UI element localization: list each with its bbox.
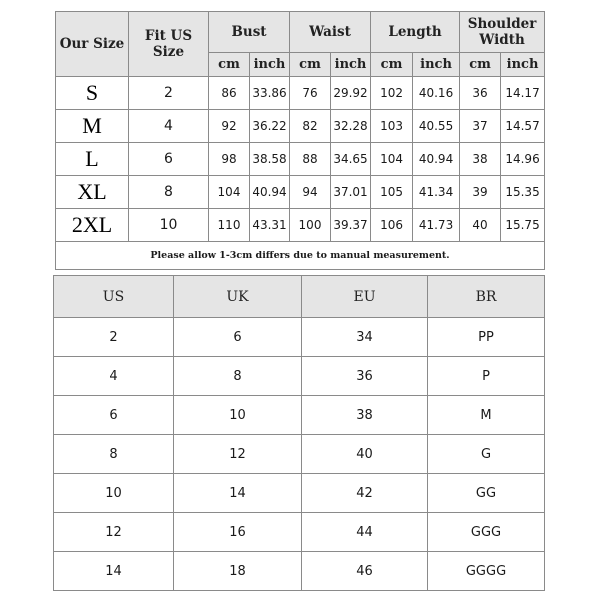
eu-value: 42 — [302, 474, 428, 513]
us-value: 6 — [54, 396, 174, 435]
bust-cm: 98 — [209, 143, 250, 176]
header-length: Length — [371, 12, 460, 53]
bust-cm: 110 — [209, 209, 250, 242]
unit-header: inch — [250, 53, 290, 77]
uk-value: 14 — [174, 474, 302, 513]
length-inch: 41.73 — [413, 209, 460, 242]
length-inch: 40.55 — [413, 110, 460, 143]
fit-us-value: 10 — [129, 209, 209, 242]
bust-inch: 40.94 — [250, 176, 290, 209]
shoulder-cm: 39 — [460, 176, 501, 209]
us-value: 12 — [54, 513, 174, 552]
size-label: L — [56, 143, 129, 176]
us-value: 2 — [54, 318, 174, 357]
shoulder-inch: 14.96 — [501, 143, 545, 176]
br-value: M — [428, 396, 545, 435]
header-us: US — [54, 276, 174, 318]
uk-value: 12 — [174, 435, 302, 474]
header-uk: UK — [174, 276, 302, 318]
br-value: PP — [428, 318, 545, 357]
size-label: M — [56, 110, 129, 143]
unit-header: inch — [331, 53, 371, 77]
conversion-row — [54, 357, 545, 396]
header-shoulder-width: Shoulder Width — [460, 12, 545, 53]
unit-header: inch — [501, 53, 545, 77]
waist-inch: 39.37 — [331, 209, 371, 242]
shoulder-cm: 40 — [460, 209, 501, 242]
shoulder-inch: 15.35 — [501, 176, 545, 209]
fit-us-value: 4 — [129, 110, 209, 143]
bust-inch: 36.22 — [250, 110, 290, 143]
us-value: 10 — [54, 474, 174, 513]
conversion-row — [54, 513, 545, 552]
length-inch: 40.16 — [413, 77, 460, 110]
length-cm: 103 — [371, 110, 413, 143]
waist-cm: 88 — [290, 143, 331, 176]
uk-value: 10 — [174, 396, 302, 435]
eu-value: 34 — [302, 318, 428, 357]
waist-inch: 32.28 — [331, 110, 371, 143]
size-label: XL — [56, 176, 129, 209]
conversion-row — [54, 552, 545, 591]
size-label: S — [56, 77, 129, 110]
br-value: GG — [428, 474, 545, 513]
waist-cm: 76 — [290, 77, 331, 110]
size-chart-table — [55, 11, 545, 270]
shoulder-inch: 14.17 — [501, 77, 545, 110]
unit-header: inch — [413, 53, 460, 77]
size-row — [56, 176, 545, 209]
uk-value: 16 — [174, 513, 302, 552]
eu-value: 44 — [302, 513, 428, 552]
header-our-size: Our Size — [56, 12, 129, 77]
bust-inch: 33.86 — [250, 77, 290, 110]
uk-value: 18 — [174, 552, 302, 591]
size-row — [56, 77, 545, 110]
unit-header: cm — [371, 53, 413, 77]
shoulder-inch: 15.75 — [501, 209, 545, 242]
bust-cm: 104 — [209, 176, 250, 209]
conversion-row — [54, 474, 545, 513]
waist-inch: 34.65 — [331, 143, 371, 176]
unit-header: cm — [460, 53, 501, 77]
unit-header: cm — [290, 53, 331, 77]
waist-inch: 29.92 — [331, 77, 371, 110]
length-cm: 102 — [371, 77, 413, 110]
bust-inch: 43.31 — [250, 209, 290, 242]
br-value: GGG — [428, 513, 545, 552]
bust-cm: 86 — [209, 77, 250, 110]
fit-us-value: 8 — [129, 176, 209, 209]
uk-value: 6 — [174, 318, 302, 357]
conversion-row — [54, 396, 545, 435]
size-label: 2XL — [56, 209, 129, 242]
br-value: P — [428, 357, 545, 396]
eu-value: 38 — [302, 396, 428, 435]
bust-cm: 92 — [209, 110, 250, 143]
size-row — [56, 110, 545, 143]
us-value: 4 — [54, 357, 174, 396]
unit-header: cm — [209, 53, 250, 77]
shoulder-cm: 36 — [460, 77, 501, 110]
br-value: G — [428, 435, 545, 474]
size-row — [56, 143, 545, 176]
fit-us-value: 2 — [129, 77, 209, 110]
length-inch: 41.34 — [413, 176, 460, 209]
size-conversion-table — [53, 275, 545, 591]
eu-value: 36 — [302, 357, 428, 396]
eu-value: 40 — [302, 435, 428, 474]
br-value: GGGG — [428, 552, 545, 591]
fit-us-value: 6 — [129, 143, 209, 176]
header-eu: EU — [302, 276, 428, 318]
us-value: 8 — [54, 435, 174, 474]
shoulder-cm: 38 — [460, 143, 501, 176]
length-cm: 104 — [371, 143, 413, 176]
length-cm: 106 — [371, 209, 413, 242]
header-bust: Bust — [209, 12, 290, 53]
header-waist: Waist — [290, 12, 371, 53]
header-fit-us-size: Fit US Size — [129, 12, 209, 77]
measurement-note: Please allow 1-3cm differs due to manual measurement. — [56, 242, 545, 270]
conversion-row — [54, 435, 545, 474]
shoulder-inch: 14.57 — [501, 110, 545, 143]
bust-inch: 38.58 — [250, 143, 290, 176]
us-value: 14 — [54, 552, 174, 591]
uk-value: 8 — [174, 357, 302, 396]
size-row — [56, 209, 545, 242]
waist-cm: 82 — [290, 110, 331, 143]
eu-value: 46 — [302, 552, 428, 591]
header-br: BR — [428, 276, 545, 318]
waist-inch: 37.01 — [331, 176, 371, 209]
waist-cm: 94 — [290, 176, 331, 209]
shoulder-cm: 37 — [460, 110, 501, 143]
waist-cm: 100 — [290, 209, 331, 242]
conversion-row — [54, 318, 545, 357]
length-inch: 40.94 — [413, 143, 460, 176]
length-cm: 105 — [371, 176, 413, 209]
